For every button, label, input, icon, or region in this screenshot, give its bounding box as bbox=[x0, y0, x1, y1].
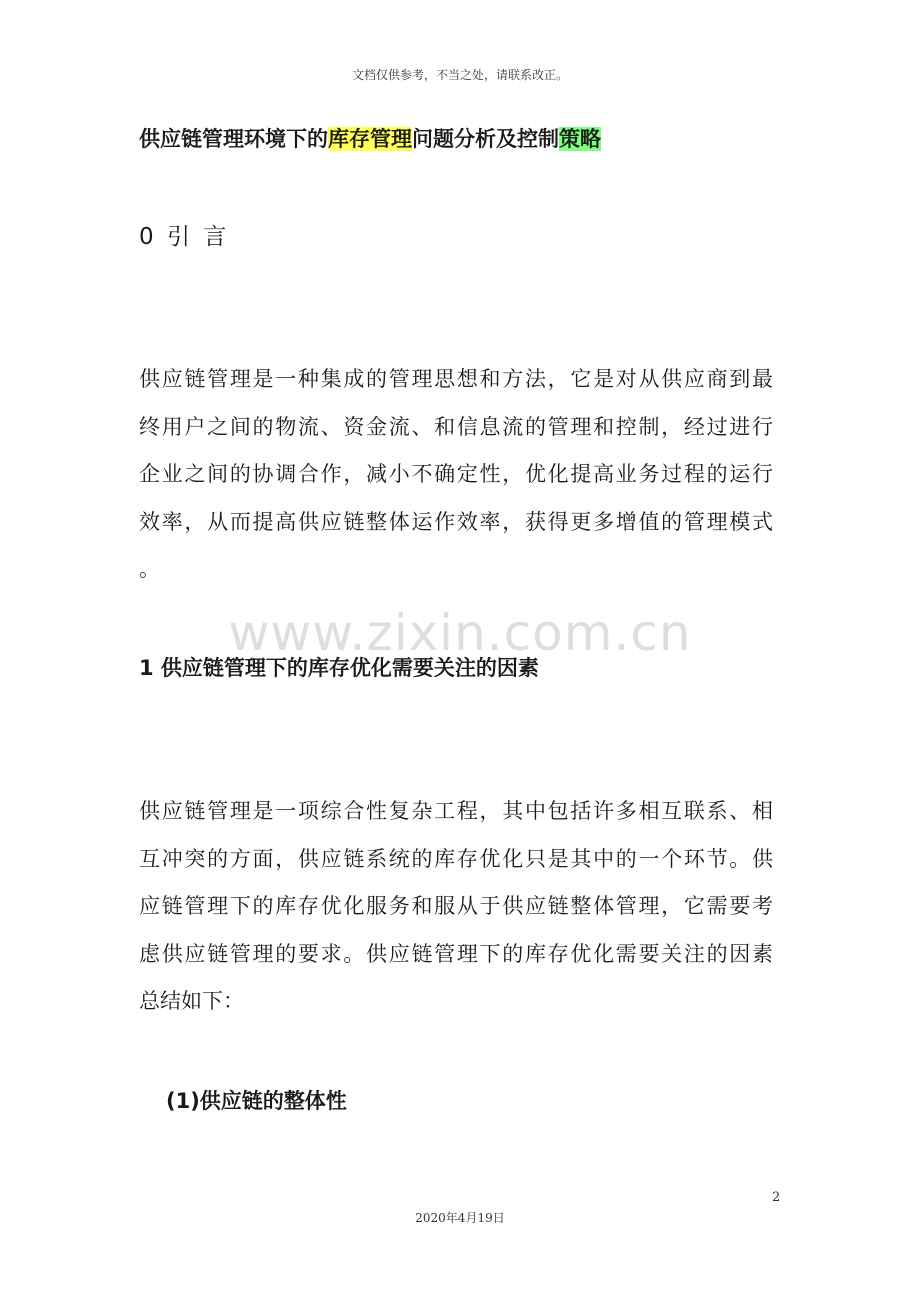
paragraph-line: 效率，从而提高供应链整体运作效率，获得更多增值的管理模式 bbox=[139, 509, 773, 534]
title-part-1: 供应链管理环境下的 bbox=[139, 127, 328, 151]
paragraph-1 bbox=[139, 356, 773, 594]
document-title bbox=[139, 122, 601, 156]
subsection-heading: (1)供应链的整体性 bbox=[166, 1089, 347, 1113]
header-note: 文档仅供参考，不当之处，请联系改正。 bbox=[351, 68, 568, 82]
title-part-3: 问题分析及控制 bbox=[412, 127, 559, 151]
title-highlight-yellow: 库存管理 bbox=[328, 127, 412, 151]
paragraph-line: 虑供应链管理的要求。供应链管理下的库存优化需要关注的因素 bbox=[139, 941, 773, 966]
paragraph-line: 互冲突的方面，供应链系统的库存优化只是其中的一个环节。供 bbox=[139, 846, 773, 871]
title-highlight-green: 策略 bbox=[559, 127, 601, 151]
paragraph-line: 企业之间的协调合作，减小不确定性，优化提高业务过程的运行 bbox=[139, 462, 773, 486]
paragraph-line: 供应链管理是一项综合性复杂工程，其中包括许多相互联系、相 bbox=[139, 799, 773, 823]
paragraph-line: 总结如下： bbox=[139, 989, 244, 1013]
page-number: 2 bbox=[772, 1190, 781, 1205]
section-0-heading: 0 引 言 bbox=[139, 224, 230, 250]
section-1-heading: 1 供应链管理下的库存优化需要关注的因素 bbox=[139, 656, 539, 680]
watermark: www.zixin.com.cn bbox=[228, 604, 692, 662]
paragraph-line: 终用户之间的物流、资金流、和信息流的管理和控制，经过进行 bbox=[139, 414, 773, 439]
paragraph-line: 。 bbox=[139, 557, 160, 581]
paragraph-2 bbox=[139, 788, 773, 1026]
paragraph-line: 供应链管理是一种集成的管理思想和方法，它是对从供应商到最 bbox=[139, 367, 773, 391]
footer-date: 2020年4月19日 bbox=[415, 1211, 505, 1225]
paragraph-line: 应链管理下的库存优化服务和服从于供应链整体管理，它需要考 bbox=[139, 894, 773, 918]
